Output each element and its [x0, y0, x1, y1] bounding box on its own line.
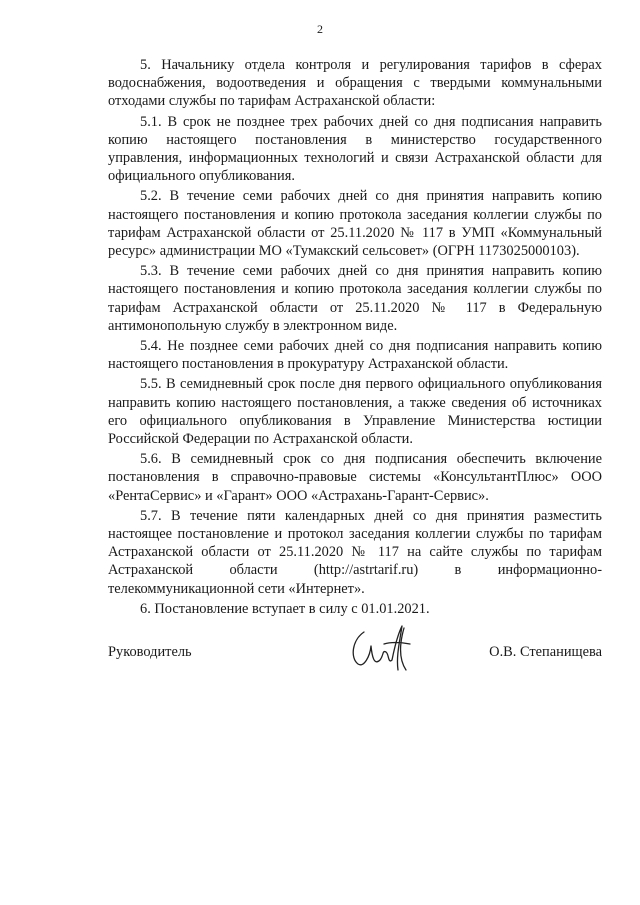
signatory-name: О.В. Степанищева [489, 644, 602, 660]
signatory-title: Руководитель [108, 644, 192, 660]
document-body [108, 56, 602, 620]
paragraph-5-3: 5.3. В течение семи рабочих дней со дня принятия направить копию настоящего постановления и копию протокола заседания коллегии службы по тарифам Астраханской области от 25.11.2020 № 117 в Федеральную антимонопольную службу в электронном виде. [108, 263, 602, 334]
paragraph-5: 5. Начальнику отдела контроля и регулирования тарифов в сферах водоснабжения, водоотведения и обращения с твердыми коммунальными отходами службы по тарифам Астраханской области: [108, 57, 602, 110]
paragraph-5-6: 5.6. В семидневный срок со дня подписания обеспечить включение постановления в справочно-правовые системы «КонсультантПлюс» ООО «РентаСервис» и «Гарант» ООО «Астрахань-Гарант-Сервис». [108, 451, 602, 504]
paragraph-6: 6. Постановление вступает в силу с 01.01.2021. [140, 600, 430, 617]
handwritten-signature [344, 622, 414, 674]
paragraph-5-4: 5.4. Не позднее семи рабочих дней со дня подписания направить копию настоящего постановления в прокуратуру Астраханской области. [108, 338, 602, 373]
paragraph-5-2: 5.2. В течение семи рабочих дней со дня принятия направить копию настоящего постановления и копию протокола заседания коллегии службы по тарифам Астраханской области от 25.11.2020 № 117 в УМП «Коммунальный ресурс» администрации МО «Тумакский сельсовет» (ОГРН 1173025000103). [108, 188, 602, 260]
paragraph-5-1: 5.1. В срок не позднее трех рабочих дней со дня подписания направить копию настоящего постановления в министерство государственного управления, информационных технологий и связи Астраханской области для официального опубликования. [108, 113, 602, 185]
page-number: 2 [317, 22, 323, 36]
paragraph-5-7: 5.7. В течение пяти календарных дней со дня принятия разместить настоящее постановление и протокол заседания коллегии службы по тарифам Астраханской области от 25.11.2020 № 117 на сайте службы по тарифам Астраханской области (http://astrtarif.ru) в информационно-телекоммуникационной сети «Интернет». [108, 507, 602, 597]
paragraph-5-5: 5.5. В семидневный срок после дня первого официального опубликования направить копию настоящего постановления, а также сведения об источниках его официального опубликования в Управление Министерства юстиции Российской Федерации по Астраханской области. [108, 376, 602, 448]
signature-block [108, 622, 602, 682]
